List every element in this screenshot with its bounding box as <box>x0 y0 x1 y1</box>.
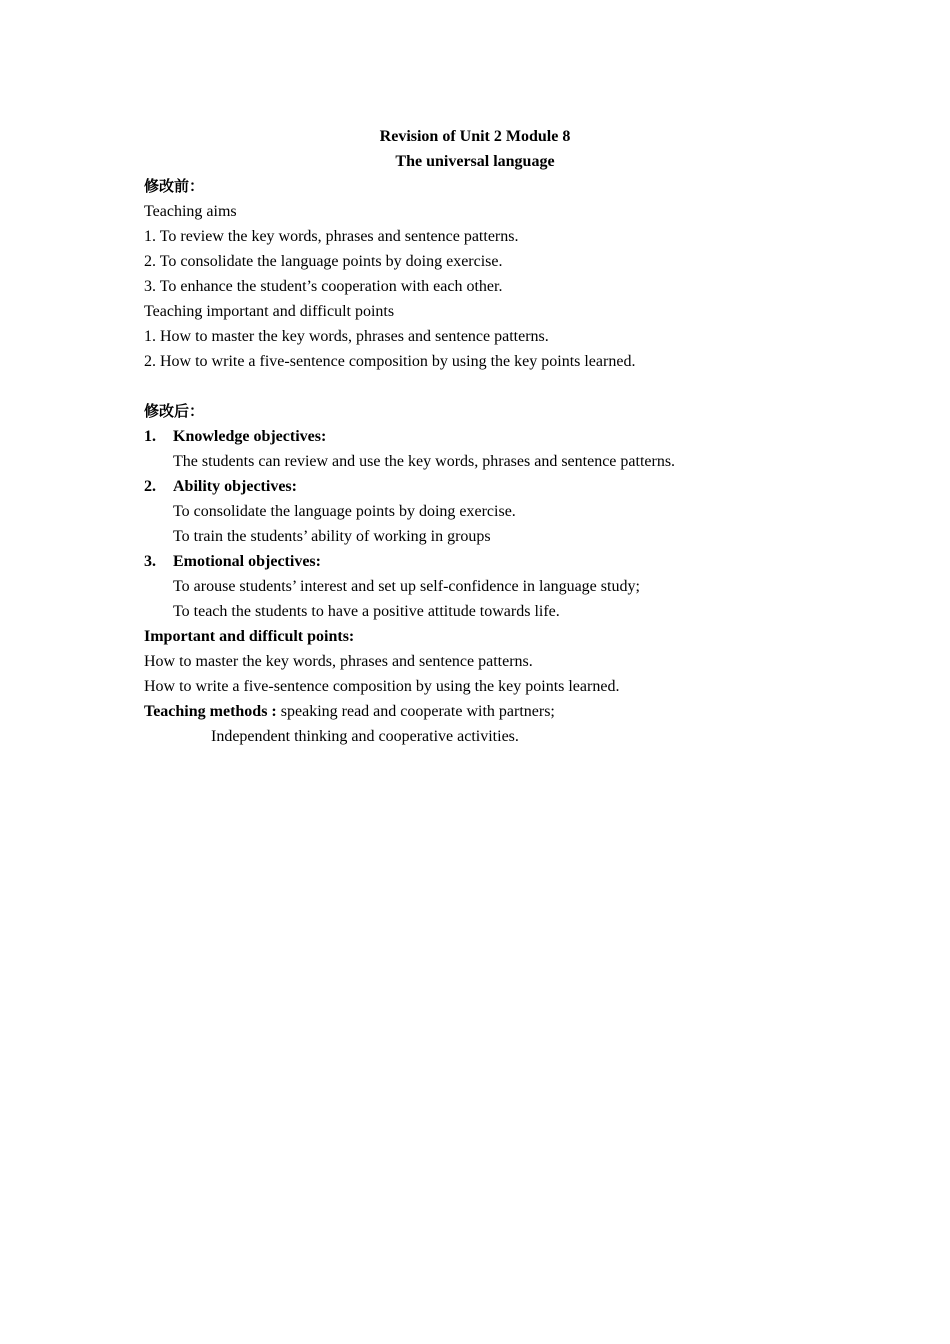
teaching-methods-label: Teaching methods : <box>144 703 277 720</box>
objective-line: To train the students’ ability of working in groups <box>173 528 491 545</box>
before-important-points-heading: Teaching important and difficult points <box>144 303 395 320</box>
important-point-item: How to master the key words, phrases and sentence patterns. <box>144 653 533 670</box>
document-subtitle: The universal language <box>395 153 555 170</box>
before-point-item: 1. How to master the key words, phrases and sentence patterns. <box>144 328 549 345</box>
teaching-methods-text: speaking read and cooperate with partners; <box>276 703 555 720</box>
important-points-heading: Important and difficult points: <box>144 628 355 645</box>
before-aim-item: 3. To enhance the student’s cooperation with each other. <box>144 278 503 295</box>
before-revision-label: 修改前： <box>144 177 205 195</box>
objective-number: 1. <box>144 428 156 445</box>
objective-line: To consolidate the language points by doing exercise. <box>173 503 516 520</box>
objective-title: Ability objectives: <box>173 478 297 495</box>
objective-heading-ability <box>144 474 806 499</box>
before-aim-item: 1. To review the key words, phrases and sentence patterns. <box>144 228 519 245</box>
objective-line: To teach the students to have a positive attitude towards life. <box>173 603 560 620</box>
objective-title: Emotional objectives: <box>173 553 321 570</box>
teaching-methods-continuation: Independent thinking and cooperative activities. <box>211 728 519 745</box>
before-point-item: 2. How to write a five-sentence composition by using the key points learned. <box>144 353 636 370</box>
objective-heading-knowledge <box>144 424 806 449</box>
before-teaching-aims-heading: Teaching aims <box>144 203 237 220</box>
document-title: Revision of Unit 2 Module 8 <box>379 128 571 145</box>
teaching-methods <box>144 699 806 724</box>
objective-line: The students can review and use the key words, phrases and sentence patterns. <box>173 453 676 470</box>
after-revision-label: 修改后： <box>144 402 205 420</box>
important-point-item: How to write a five-sentence composition by using the key points learned. <box>144 678 620 695</box>
before-aim-item: 2. To consolidate the language points by doing exercise. <box>144 253 503 270</box>
section-spacer <box>144 374 806 399</box>
objective-number: 2. <box>144 478 156 495</box>
objective-line: To arouse students’ interest and set up self-confidence in language study; <box>173 578 640 595</box>
objective-number: 3. <box>144 553 156 570</box>
objective-heading-emotional <box>144 549 806 574</box>
document-body <box>144 124 806 749</box>
objective-title: Knowledge objectives: <box>173 428 327 445</box>
